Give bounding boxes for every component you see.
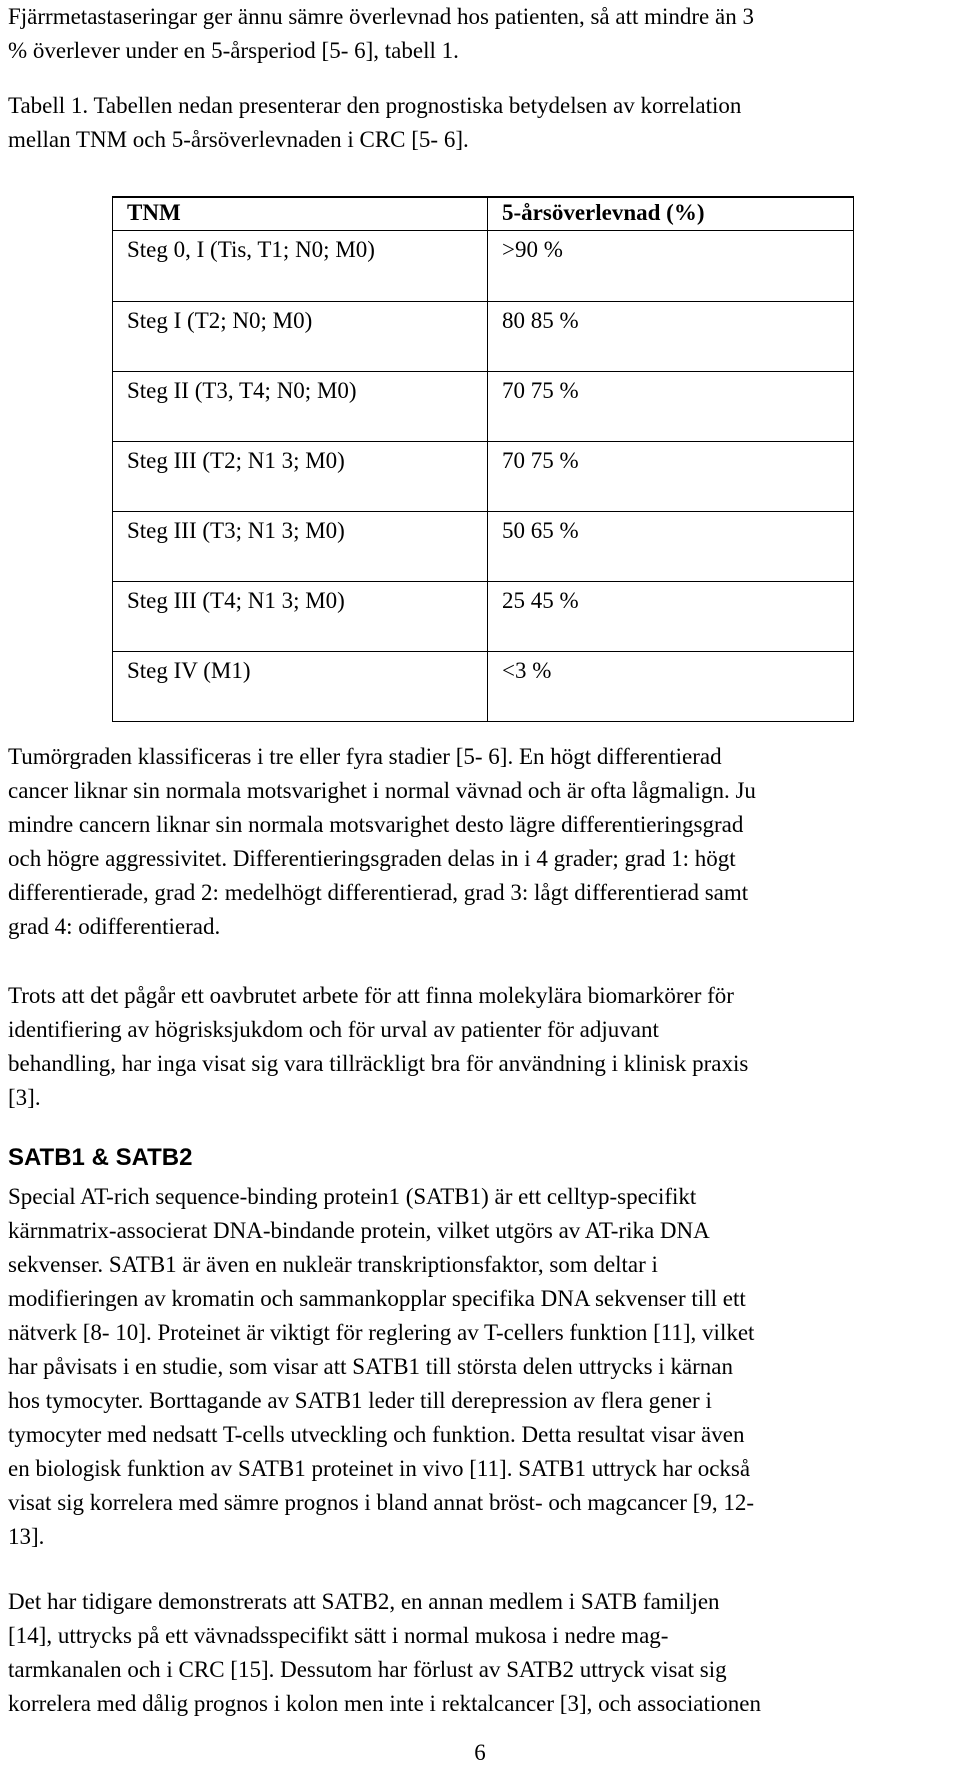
header-cell-survival: 5-årsöverlevnad (%)	[488, 197, 854, 231]
tumor-grade-paragraph	[8, 740, 953, 944]
text-line: [3].	[8, 1085, 41, 1110]
text-line: behandling, har inga visat sig vara tillräckligt bra för användning i klinisk praxis	[8, 1051, 749, 1076]
biomarkers-paragraph	[8, 979, 953, 1115]
header-cell-tnm: TNM	[113, 197, 488, 231]
table-header-row	[113, 197, 854, 231]
text-line: mindre cancern liknar sin normala motsvarighet desto lägre differentieringsgrad	[8, 812, 744, 837]
survival-cell: 50 65 %	[488, 512, 854, 582]
text-line: tarmkanalen och i CRC [15]. Dessutom har förlust av SATB2 uttryck visat sig	[8, 1657, 727, 1682]
text-line: % överlever under en 5-årsperiod [5- 6], tabell 1.	[8, 38, 459, 63]
table-row	[113, 442, 854, 512]
text-line: sekvenser. SATB1 är även en nukleär transkriptionsfaktor, som deltar i	[8, 1252, 658, 1277]
section-heading: SATB1 & SATB2	[8, 1144, 193, 1171]
text-line: Fjärrmetastaseringar ger ännu sämre överlevnad hos patienten, så att mindre än 3	[8, 4, 754, 29]
text-line: modifieringen av kromatin och sammankopplar specifika DNA sekvenser till ett	[8, 1286, 746, 1311]
text-line: korrelera med dålig prognos i kolon men inte i rektalcancer [3], och associationen	[8, 1691, 761, 1716]
text-line: differentierade, grad 2: medelhögt differentierad, grad 3: lågt differentierad samt	[8, 880, 749, 905]
text-line: mellan TNM och 5-årsöverlevnaden i CRC [5- 6].	[8, 127, 469, 152]
survival-cell: <3 %	[488, 652, 854, 722]
text-line: Special AT-rich sequence-binding protein1 (SATB1) är ett celltyp-specifikt	[8, 1184, 697, 1209]
text-line: hos tymocyter. Borttagande av SATB1 leder till derepression av flera gener i	[8, 1388, 712, 1413]
text-line: nätverk [8- 10]. Proteinet är viktigt för reglering av T-cellers funktion [11], vilket	[8, 1320, 755, 1345]
satb1-paragraph	[8, 1180, 953, 1554]
text-line: Tumörgraden klassificeras i tre eller fyra stadier [5- 6]. En högt differentierad	[8, 744, 722, 769]
satb2-paragraph	[8, 1585, 953, 1721]
table-caption	[8, 89, 953, 157]
survival-cell: 70 75 %	[488, 442, 854, 512]
stage-cell: Steg III (T3; N1 3; M0)	[113, 512, 488, 582]
stage-cell: Steg II (T3, T4; N0; M0)	[113, 372, 488, 442]
text-line: cancer liknar sin normala motsvarighet i normal vävnad och är ofta lågmalign. Ju	[8, 778, 756, 803]
table-row	[113, 652, 854, 722]
text-line: identifiering av högrisksjukdom och för urval av patienter för adjuvant	[8, 1017, 659, 1042]
text-line: Trots att det pågår ett oavbrutet arbete för att finna molekylära biomarkörer för	[8, 983, 734, 1008]
text-line: 13].	[8, 1524, 45, 1549]
intro-paragraph	[8, 0, 953, 68]
text-line: kärnmatrix-associerat DNA-bindande protein, vilket utgörs av AT-rika DNA	[8, 1218, 710, 1243]
text-line: och högre aggressivitet. Differentieringsgraden delas in i 4 grader; grad 1: högt	[8, 846, 736, 871]
survival-cell: 80 85 %	[488, 302, 854, 372]
text-line: visat sig korrelera med sämre prognos i bland annat bröst- och magcancer [9, 12-	[8, 1490, 754, 1515]
survival-cell: 70 75 %	[488, 372, 854, 442]
stage-cell: Steg 0, I (Tis, T1; N0; M0)	[113, 231, 488, 302]
table-row	[113, 302, 854, 372]
table-row	[113, 372, 854, 442]
page-number: 6	[474, 1740, 486, 1765]
stage-cell: Steg III (T2; N1 3; M0)	[113, 442, 488, 512]
stage-cell: Steg I (T2; N0; M0)	[113, 302, 488, 372]
text-line: Tabell 1. Tabellen nedan presenterar den prognostiska betydelsen av korrelation	[8, 93, 742, 118]
text-line: [14], uttrycks på ett vävnadsspecifikt sätt i normal mukosa i nedre mag-	[8, 1623, 669, 1648]
text-line: tymocyter med nedsatt T-cells utveckling och funktion. Detta resultat visar även	[8, 1422, 745, 1447]
text-line: en biologisk funktion av SATB1 proteinet in vivo [11]. SATB1 uttryck har också	[8, 1456, 751, 1481]
text-line: har påvisats i en studie, som visar att SATB1 till största delen uttrycks i kärnan	[8, 1354, 734, 1379]
stage-cell: Steg III (T4; N1 3; M0)	[113, 582, 488, 652]
table-row	[113, 231, 854, 302]
survival-cell: >90 %	[488, 231, 854, 302]
survival-cell: 25 45 %	[488, 582, 854, 652]
tnm-survival-table	[112, 196, 854, 722]
table-row	[113, 512, 854, 582]
text-line: grad 4: odifferentierad.	[8, 914, 221, 939]
stage-cell: Steg IV (M1)	[113, 652, 488, 722]
table-row	[113, 582, 854, 652]
text-line: Det har tidigare demonstrerats att SATB2, en annan medlem i SATB familjen	[8, 1589, 720, 1614]
